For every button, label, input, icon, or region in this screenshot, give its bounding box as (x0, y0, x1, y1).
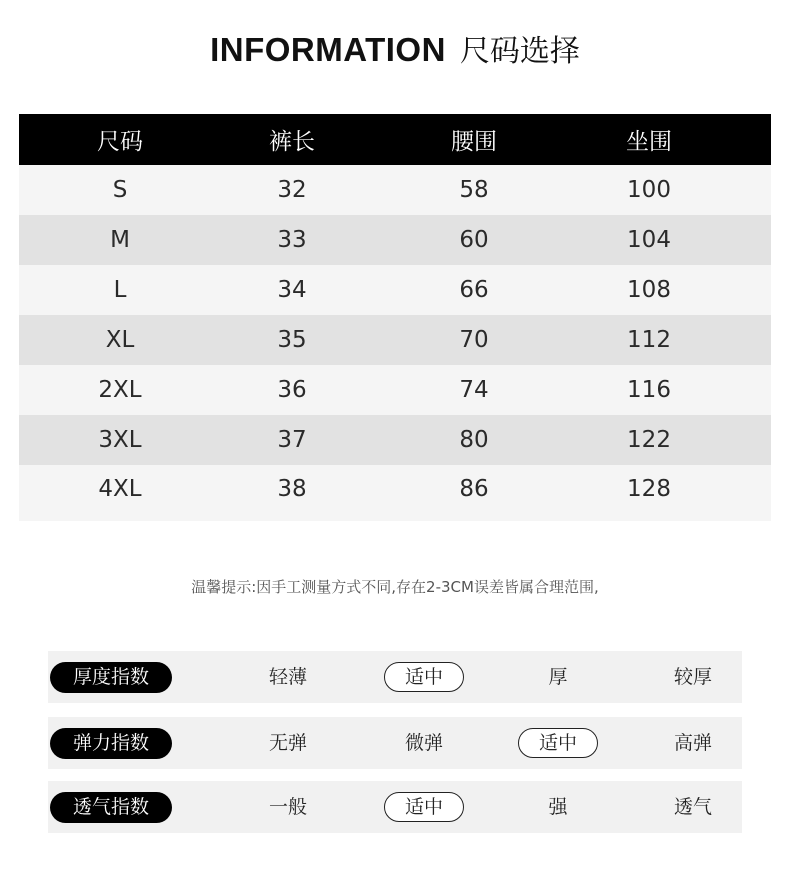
table-cell: 36 (277, 377, 307, 403)
header-cell: 裤长 (269, 129, 315, 155)
header-cell: 坐围 (626, 129, 672, 155)
attribute-option-selected: 适中 (518, 717, 598, 769)
attribute-option-selected: 适中 (384, 781, 464, 833)
table-cell: 32 (277, 177, 307, 203)
attribute-option: 厚 (548, 666, 568, 688)
header-cell: 尺码 (97, 129, 143, 155)
table-cell: 70 (459, 327, 489, 353)
page-title-en: INFORMATION (210, 31, 446, 68)
page-title (0, 28, 790, 74)
attribute-option: 强 (548, 796, 568, 818)
table-cell: 122 (627, 427, 671, 453)
attribute-label: 透气指数 (50, 792, 172, 823)
attribute-option: 高弹 (673, 732, 713, 754)
table-row (19, 215, 771, 265)
attribute-option-selected: 适中 (384, 651, 464, 703)
table-cell: 104 (627, 227, 671, 253)
table-cell: 35 (277, 327, 307, 353)
measurement-notice: 温馨提示:因手工测量方式不同,存在2-3CM误差皆属合理范围, (191, 578, 599, 596)
attribute-label: 弹力指数 (50, 728, 172, 759)
table-cell: 66 (459, 277, 489, 303)
table-cell: S (112, 177, 128, 203)
table-row (19, 265, 771, 315)
attribute-option: 微弹 (404, 732, 444, 754)
table-cell: 33 (277, 227, 307, 253)
table-cell: 2XL (98, 377, 142, 403)
table-cell: XL (105, 327, 135, 353)
table-cell: 128 (627, 476, 671, 502)
table-cell: 80 (459, 427, 489, 453)
size-table (19, 114, 771, 521)
table-cell: 58 (459, 177, 489, 203)
attribute-option: 无弹 (268, 732, 308, 754)
table-row (19, 315, 771, 365)
table-cell: 86 (459, 476, 489, 502)
table-cell: 112 (627, 327, 671, 353)
table-cell: 108 (627, 277, 671, 303)
table-cell: 60 (459, 227, 489, 253)
table-cell: 116 (627, 377, 671, 403)
table-row (19, 465, 771, 521)
attribute-option: 透气 (673, 796, 713, 818)
attribute-label: 厚度指数 (50, 662, 172, 693)
attribute-row-elasticity (48, 717, 742, 769)
attribute-option: 较厚 (673, 666, 713, 688)
size-table-header (19, 114, 771, 165)
table-cell: 37 (277, 427, 307, 453)
table-cell: 3XL (98, 427, 142, 453)
table-row (19, 165, 771, 215)
table-cell: 74 (459, 377, 489, 403)
attribute-option: 一般 (268, 796, 308, 818)
table-cell: M (110, 227, 130, 253)
table-cell: 34 (277, 277, 307, 303)
table-cell: 100 (627, 177, 671, 203)
attribute-row-breathability (48, 781, 742, 833)
table-row (19, 415, 771, 465)
table-cell: 38 (277, 476, 307, 502)
table-row (19, 365, 771, 415)
table-cell: L (113, 277, 127, 303)
page-title-zh: 尺码选择 (459, 34, 580, 69)
attribute-option: 轻薄 (268, 666, 308, 688)
attribute-row-thickness (48, 651, 742, 703)
table-cell: 4XL (98, 476, 142, 502)
header-cell: 腰围 (451, 129, 497, 155)
